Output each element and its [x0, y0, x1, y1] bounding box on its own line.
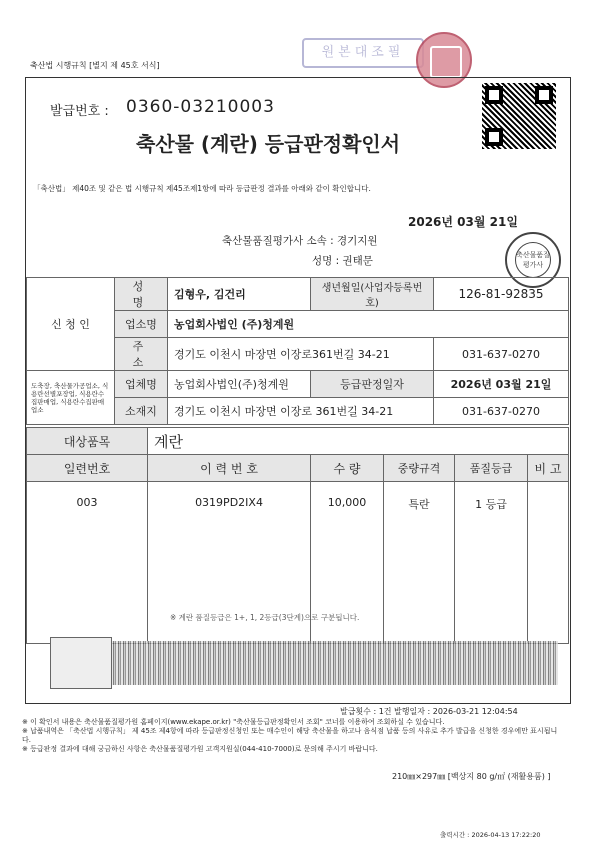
facility-address: 경기도 이천시 마장면 이장로 361번길 34-21 — [168, 398, 434, 425]
issue-number: 0360-03210003 — [126, 97, 275, 117]
business-name-label: 업소명 — [115, 311, 168, 338]
security-pattern — [58, 641, 558, 685]
applicant-phone: 031-637-0270 — [434, 338, 569, 371]
facility-phone: 031-637-0270 — [434, 398, 569, 425]
col-weight-spec: 중량규격 — [384, 455, 455, 482]
company-label: 업체명 — [115, 371, 168, 398]
col-trace-number: 이 력 번 호 — [148, 455, 311, 482]
paper-spec: 210㎜×297㎜ [백상지 80 g/㎡ (재활용품) ] — [392, 772, 551, 781]
row-trace-number: 0319PD2IX4 — [148, 482, 311, 644]
col-serial: 일련번호 — [27, 455, 148, 482]
business-number: 126-81-92835 — [434, 278, 569, 311]
qr-code-icon — [482, 83, 556, 149]
issue-label: 발급번호 : — [50, 104, 109, 119]
intro-text: 「축산법」 제40조 및 같은 법 시행규칙 제45조제1항에 따라 등급판정 결과를 아래와 같이 확인합니다. — [33, 184, 371, 193]
col-quantity: 수 량 — [311, 455, 384, 482]
birth-label: 생년월일(사업자등록번호) — [311, 278, 434, 311]
company-name: 농업회사법인(주)청계원 — [168, 371, 311, 398]
footer-note: ※ 납품내역은 「축산법 시행규칙」 제 45조 제4항에 따라 등급판정신청인 또는 매수인이 해당 축산물을 하고나 음식점 납품 등의 사유로 추가 발급을 신청한 경우에만 표시됩니다. — [22, 727, 558, 744]
name-label: 성 명 — [115, 278, 168, 311]
row-weight-spec: 특란 — [384, 482, 455, 644]
facility-group-label: 도축장, 축산물가공업소, 식용란선별포장업, 식용란수집판매업, 식용란수집판매업소 — [27, 371, 115, 425]
grader-name: 성명 : 권태문 — [312, 255, 373, 267]
grade-note: ※ 계란 품질등급은 1+, 1, 2등급(3단계)으로 구분됩니다. — [170, 613, 360, 622]
product-value: 계란 — [148, 428, 569, 455]
certification-date: 2026년 03월 21일 — [408, 215, 518, 229]
col-quality-grade: 품질등급 — [455, 455, 528, 482]
address-label: 주 소 — [115, 338, 168, 371]
print-time: 출력시간 : 2026-04-13 17:22:20 — [440, 831, 541, 839]
grader-affiliation: 축산물품질평가사 소속 : 경기지원 — [222, 235, 378, 247]
product-label: 대상품목 — [27, 428, 148, 455]
col-remarks: 비 고 — [528, 455, 569, 482]
row-quality-grade: 1 등급 — [455, 482, 528, 644]
original-copy-stamp: 원본대조필 — [302, 38, 424, 68]
grading-date: 2026년 03월 21일 — [434, 371, 569, 398]
grading-date-label: 등급판정일자 — [311, 371, 434, 398]
document-title: 축산물 (계란) 등급판정확인서 — [136, 132, 401, 156]
row-quantity: 10,000 — [311, 482, 384, 644]
security-mark-icon — [50, 637, 112, 689]
applicant-name: 김형우, 김건리 — [168, 278, 311, 311]
row-serial: 003 — [27, 482, 148, 644]
applicant-group-label: 신 청 인 — [27, 278, 115, 371]
row-remarks — [528, 482, 569, 644]
location-label: 소재지 — [115, 398, 168, 425]
footer-notes — [22, 718, 562, 754]
applicant-table — [26, 277, 569, 425]
footer-note: ※ 이 확인서 내용은 축산물품질평가원 홈페이지(www.ekape.or.kr) "축산물등급판정확인서 조회" 코너를 이용하여 조회하실 수 있습니다. — [22, 718, 445, 726]
applicant-address: 경기도 이천시 마장면 이장로361번길 34-21 — [168, 338, 434, 371]
seal-text: 축산물품질평가사 — [516, 251, 550, 269]
business-name: 농업회사법인 (주)청계원 — [168, 311, 569, 338]
issue-info: 발급횟수 : 1건 발행일자 : 2026-03-21 12:04:54 — [340, 707, 518, 716]
footer-note: ※ 등급판정 결과에 대해 궁금하신 사항은 축산물품질평가원 고객지원실(044-410-7000)로 문의해 주시기 바랍니다. — [22, 745, 378, 753]
form-reference: 축산법 시행규칙 [별지 제 45호 서식] — [30, 61, 160, 70]
